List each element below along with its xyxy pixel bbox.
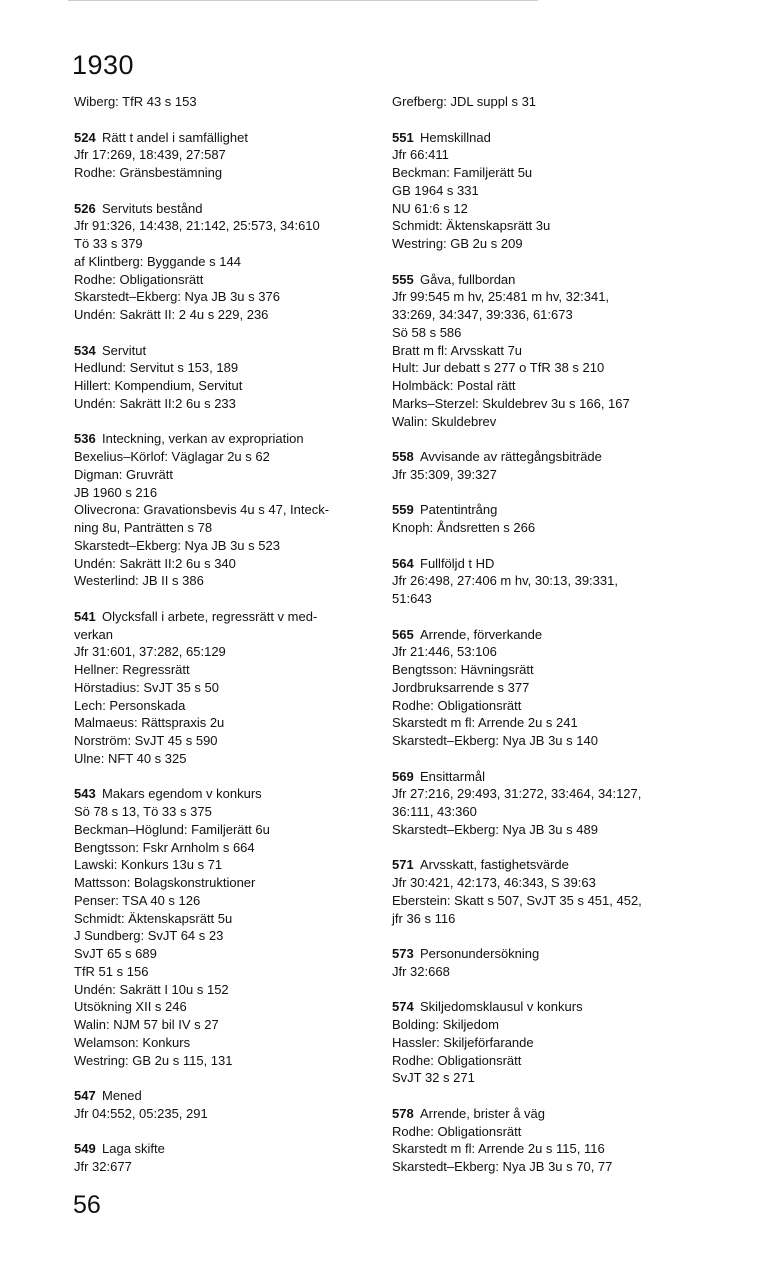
reference-line: Jfr 31:601, 37:282, 65:129 <box>74 644 226 660</box>
case-title: Personundersökning <box>420 946 540 961</box>
case-title: Makars egendom v konkurs <box>102 786 262 802</box>
case-title: Skiljedomsklausul v konkurs <box>420 999 583 1015</box>
case-heading <box>74 200 370 218</box>
reference-line: Welamson: Konkurs <box>74 1034 191 1050</box>
case-heading <box>74 785 370 803</box>
case-title: Fullföljd t HD <box>420 555 495 571</box>
reference-line: GB 1964 s 331 <box>392 182 479 198</box>
case-title: Avvisande av rättegångsbiträde <box>420 449 602 464</box>
case-entry <box>74 785 370 1069</box>
case-entry <box>74 1140 370 1176</box>
reference-line: Undén: Sakrätt I 10u s 152 <box>74 981 229 997</box>
reference-line: Sö 58 s 586 <box>392 324 462 340</box>
reference-line: Bengtsson: Fskr Arnholm s 664 <box>74 839 255 855</box>
reference-line: Schmidt: Äktenskapsrätt 5u <box>74 910 233 926</box>
case-number: 558 <box>392 449 414 464</box>
reference-line: Beckman: Familjerätt 5u <box>392 165 533 180</box>
case-heading <box>74 1087 370 1105</box>
reference-line: Jfr 32:677 <box>74 1159 132 1174</box>
case-title: Arrende, förverkande <box>420 626 543 642</box>
reference-line: 33:269, 34:347, 39:336, 61:673 <box>392 307 573 322</box>
reference-line: Grefberg: JDL suppl s 31 <box>392 94 537 109</box>
continuation-entry <box>392 93 692 111</box>
case-heading <box>74 430 370 448</box>
case-entry <box>392 945 692 981</box>
case-heading <box>74 1140 370 1158</box>
reference-line: Holmbäck: Postal rätt <box>392 378 516 393</box>
page-year-heading: 1930 <box>72 50 135 80</box>
reference-line: Marks–Sterzel: Skuldebrev 3u s 166, 167 <box>392 395 630 411</box>
case-entry <box>392 129 692 253</box>
reference-line: verkan <box>74 626 114 642</box>
case-title: Arvsskatt, fastighetsvärde <box>420 857 569 873</box>
case-number: 565 <box>392 626 414 642</box>
reference-line: SvJT 65 s 689 <box>74 946 157 961</box>
reference-line: Walin: NJM 57 bil IV s 27 <box>74 1017 219 1032</box>
case-heading <box>392 998 692 1016</box>
reference-line: J Sundberg: SvJT 64 s 23 <box>74 928 224 944</box>
case-entry <box>392 998 692 1087</box>
reference-line: Rodhe: Gränsbestämning <box>74 165 223 180</box>
case-number: 574 <box>392 999 414 1015</box>
case-heading <box>392 626 692 644</box>
case-heading <box>392 448 692 466</box>
case-entry <box>392 555 692 608</box>
reference-line: Rodhe: Obligationsrätt <box>392 1052 522 1068</box>
case-title: Mened <box>102 1088 142 1103</box>
case-title: Rätt t andel i samfällighet <box>102 129 248 145</box>
reference-line: Malmaeus: Rättspraxis 2u <box>74 715 225 731</box>
reference-line: Bolding: Skiljedom <box>392 1017 499 1032</box>
case-heading <box>74 608 370 626</box>
reference-line: Skarstedt–Ekberg: Nya JB 3u s 70, 77 <box>392 1159 613 1174</box>
reference-line: SvJT 32 s 271 <box>392 1070 475 1086</box>
case-title: Arrende, brister å väg <box>420 1105 546 1121</box>
case-entry <box>392 856 692 927</box>
reference-line: Skarstedt–Ekberg: Nya JB 3u s 523 <box>74 537 280 553</box>
case-title: Olycksfall i arbete, regressrätt v med- <box>102 608 318 624</box>
case-number: 547 <box>74 1088 96 1103</box>
reference-line: Wiberg: TfR 43 s 153 <box>74 94 197 109</box>
reference-line: TfR 51 s 156 <box>74 963 149 979</box>
case-number: 534 <box>74 342 96 358</box>
reference-line: Tö 33 s 379 <box>74 236 143 251</box>
case-title: Ensittarmål <box>420 768 486 784</box>
case-number: 569 <box>392 768 414 784</box>
case-title: Hemskillnad <box>420 129 491 145</box>
reference-line: Jfr 26:498, 27:406 m hv, 30:13, 39:331, <box>392 573 618 589</box>
case-heading <box>392 768 692 786</box>
reference-line: Bengtsson: Hävningsrätt <box>392 662 534 677</box>
case-number: 536 <box>74 431 96 447</box>
case-number: 571 <box>392 857 414 873</box>
case-number: 549 <box>74 1141 96 1157</box>
reference-line: Skarstedt–Ekberg: Nya JB 3u s 140 <box>392 733 598 748</box>
left-column <box>74 93 370 1194</box>
continuation-entry <box>74 93 370 111</box>
reference-line: Jfr 91:326, 14:438, 21:142, 25:573, 34:610 <box>74 218 320 234</box>
case-number: 551 <box>392 129 414 145</box>
reference-line: Hult: Jur debatt s 277 o TfR 38 s 210 <box>392 360 605 376</box>
reference-line: Schmidt: Äktenskapsrätt 3u <box>392 218 551 234</box>
case-title: Servituts bestånd <box>102 200 203 216</box>
reference-line: Jordbruksarrende s 377 <box>392 679 530 695</box>
reference-line: Jfr 99:545 m hv, 25:481 m hv, 32:341, <box>392 289 610 305</box>
reference-line: Utsökning XII s 246 <box>74 999 187 1015</box>
reference-line: Jfr 66:411 <box>392 147 449 163</box>
case-heading <box>392 1105 692 1123</box>
case-number: 524 <box>74 129 96 145</box>
reference-line: Lech: Personskada <box>74 697 186 713</box>
reference-line: Skarstedt m fl: Arrende 2u s 115, 116 <box>392 1141 605 1157</box>
reference-line: 51:643 <box>392 591 432 606</box>
reference-line: Rodhe: Obligationsrätt <box>392 1123 522 1139</box>
reference-line: Walin: Skuldebrev <box>392 413 497 429</box>
reference-line: Hassler: Skiljeförfarande <box>392 1034 534 1050</box>
top-rule <box>68 0 538 1</box>
reference-line: Beckman–Höglund: Familjerätt 6u <box>74 821 270 837</box>
reference-line: Undén: Sakrätt II:2 6u s 233 <box>74 395 236 411</box>
reference-line: Skarstedt m fl: Arrende 2u s 241 <box>392 715 578 731</box>
case-entry <box>74 430 370 590</box>
case-heading <box>74 129 370 147</box>
reference-line: Rodhe: Obligationsrätt <box>392 697 522 713</box>
reference-line: Bratt m fl: Arvsskatt 7u <box>392 342 523 358</box>
reference-line: Sö 78 s 13, Tö 33 s 375 <box>74 804 212 819</box>
case-number: 555 <box>392 271 414 287</box>
reference-line: Lawski: Konkurs 13u s 71 <box>74 857 223 873</box>
reference-line: Jfr 21:446, 53:106 <box>392 644 497 660</box>
reference-line: Hillert: Kompendium, Servitut <box>74 378 243 393</box>
reference-line: Olivecrona: Gravationsbevis 4u s 47, Inteck- <box>74 502 330 518</box>
reference-line: Westring: GB 2u s 209 <box>392 236 523 251</box>
case-entry <box>74 1087 370 1123</box>
reference-line: Jfr 32:668 <box>392 963 450 979</box>
case-entry <box>392 501 692 537</box>
reference-line: af Klintberg: Byggande s 144 <box>74 253 241 269</box>
reference-line: Jfr 30:421, 42:173, 46:343, S 39:63 <box>392 875 596 890</box>
case-heading <box>392 945 692 963</box>
case-entry <box>392 448 692 484</box>
reference-line: Skarstedt–Ekberg: Nya JB 3u s 376 <box>74 289 280 305</box>
case-title: Inteckning, verkan av expropriation <box>102 431 304 447</box>
reference-line: Westerlind: JB II s 386 <box>74 573 204 589</box>
reference-line: ning 8u, Panträtten s 78 <box>74 520 213 535</box>
case-title: Patentintrång <box>420 502 498 518</box>
reference-line: Westring: GB 2u s 115, 131 <box>74 1052 233 1068</box>
reference-line: JB 1960 s 216 <box>74 484 158 500</box>
reference-line: Undén: Sakrätt II: 2 4u s 229, 236 <box>74 307 269 322</box>
case-number: 543 <box>74 786 96 802</box>
reference-line: Undén: Sakrätt II:2 6u s 340 <box>74 555 236 571</box>
case-number: 541 <box>74 608 96 624</box>
reference-line: Rodhe: Obligationsrätt <box>74 271 204 287</box>
reference-line: Bexelius–Körlof: Väglagar 2u s 62 <box>74 449 270 464</box>
reference-line: Skarstedt–Ekberg: Nya JB 3u s 489 <box>392 821 598 837</box>
reference-line: Jfr 17:269, 18:439, 27:587 <box>74 147 226 163</box>
reference-line: Mattsson: Bolagskonstruktioner <box>74 875 256 890</box>
case-number: 559 <box>392 502 414 518</box>
reference-line: 36:111, 43:360 <box>392 804 477 819</box>
case-heading <box>74 342 370 360</box>
case-heading <box>392 271 692 289</box>
reference-line: Jfr 27:216, 29:493, 31:272, 33:464, 34:127, <box>392 786 642 802</box>
case-heading <box>392 555 692 573</box>
case-heading <box>392 129 692 147</box>
reference-line: Norström: SvJT 45 s 590 <box>74 733 218 748</box>
reference-line: Eberstein: Skatt s 507, SvJT 35 s 451, 452, <box>392 892 642 908</box>
reference-line: Hörstadius: SvJT 35 s 50 <box>74 679 219 695</box>
case-number: 573 <box>392 946 414 961</box>
right-column <box>392 93 692 1194</box>
case-entry <box>392 626 692 750</box>
reference-line: Penser: TSA 40 s 126 <box>74 892 201 908</box>
reference-line: Jfr 35:309, 39:327 <box>392 466 497 482</box>
reference-line: Ulne: NFT 40 s 325 <box>74 750 187 766</box>
case-entry <box>392 768 692 839</box>
reference-line: jfr 36 s 116 <box>392 910 456 926</box>
case-entry <box>74 342 370 413</box>
reference-line: Digman: Gruvrätt <box>74 466 173 482</box>
reference-line: NU 61:6 s 12 <box>392 200 468 216</box>
case-entry <box>74 608 370 768</box>
case-heading <box>392 501 692 519</box>
reference-line: Knoph: Åndsretten s 266 <box>392 520 536 535</box>
page-number: 56 <box>73 1191 101 1219</box>
reference-line: Hellner: Regressrätt <box>74 662 190 677</box>
reference-line: Hedlund: Servitut s 153, 189 <box>74 360 239 376</box>
case-number: 578 <box>392 1105 414 1121</box>
case-entry <box>74 129 370 182</box>
case-title: Servitut <box>102 342 147 358</box>
case-number: 564 <box>392 555 414 571</box>
case-entry <box>392 1105 692 1176</box>
case-heading <box>392 856 692 874</box>
case-title: Gåva, fullbordan <box>420 271 516 287</box>
case-entry <box>74 200 370 324</box>
case-entry <box>392 271 692 431</box>
case-number: 526 <box>74 200 96 216</box>
reference-line: Jfr 04:552, 05:235, 291 <box>74 1105 208 1121</box>
case-title: Laga skifte <box>102 1141 165 1157</box>
